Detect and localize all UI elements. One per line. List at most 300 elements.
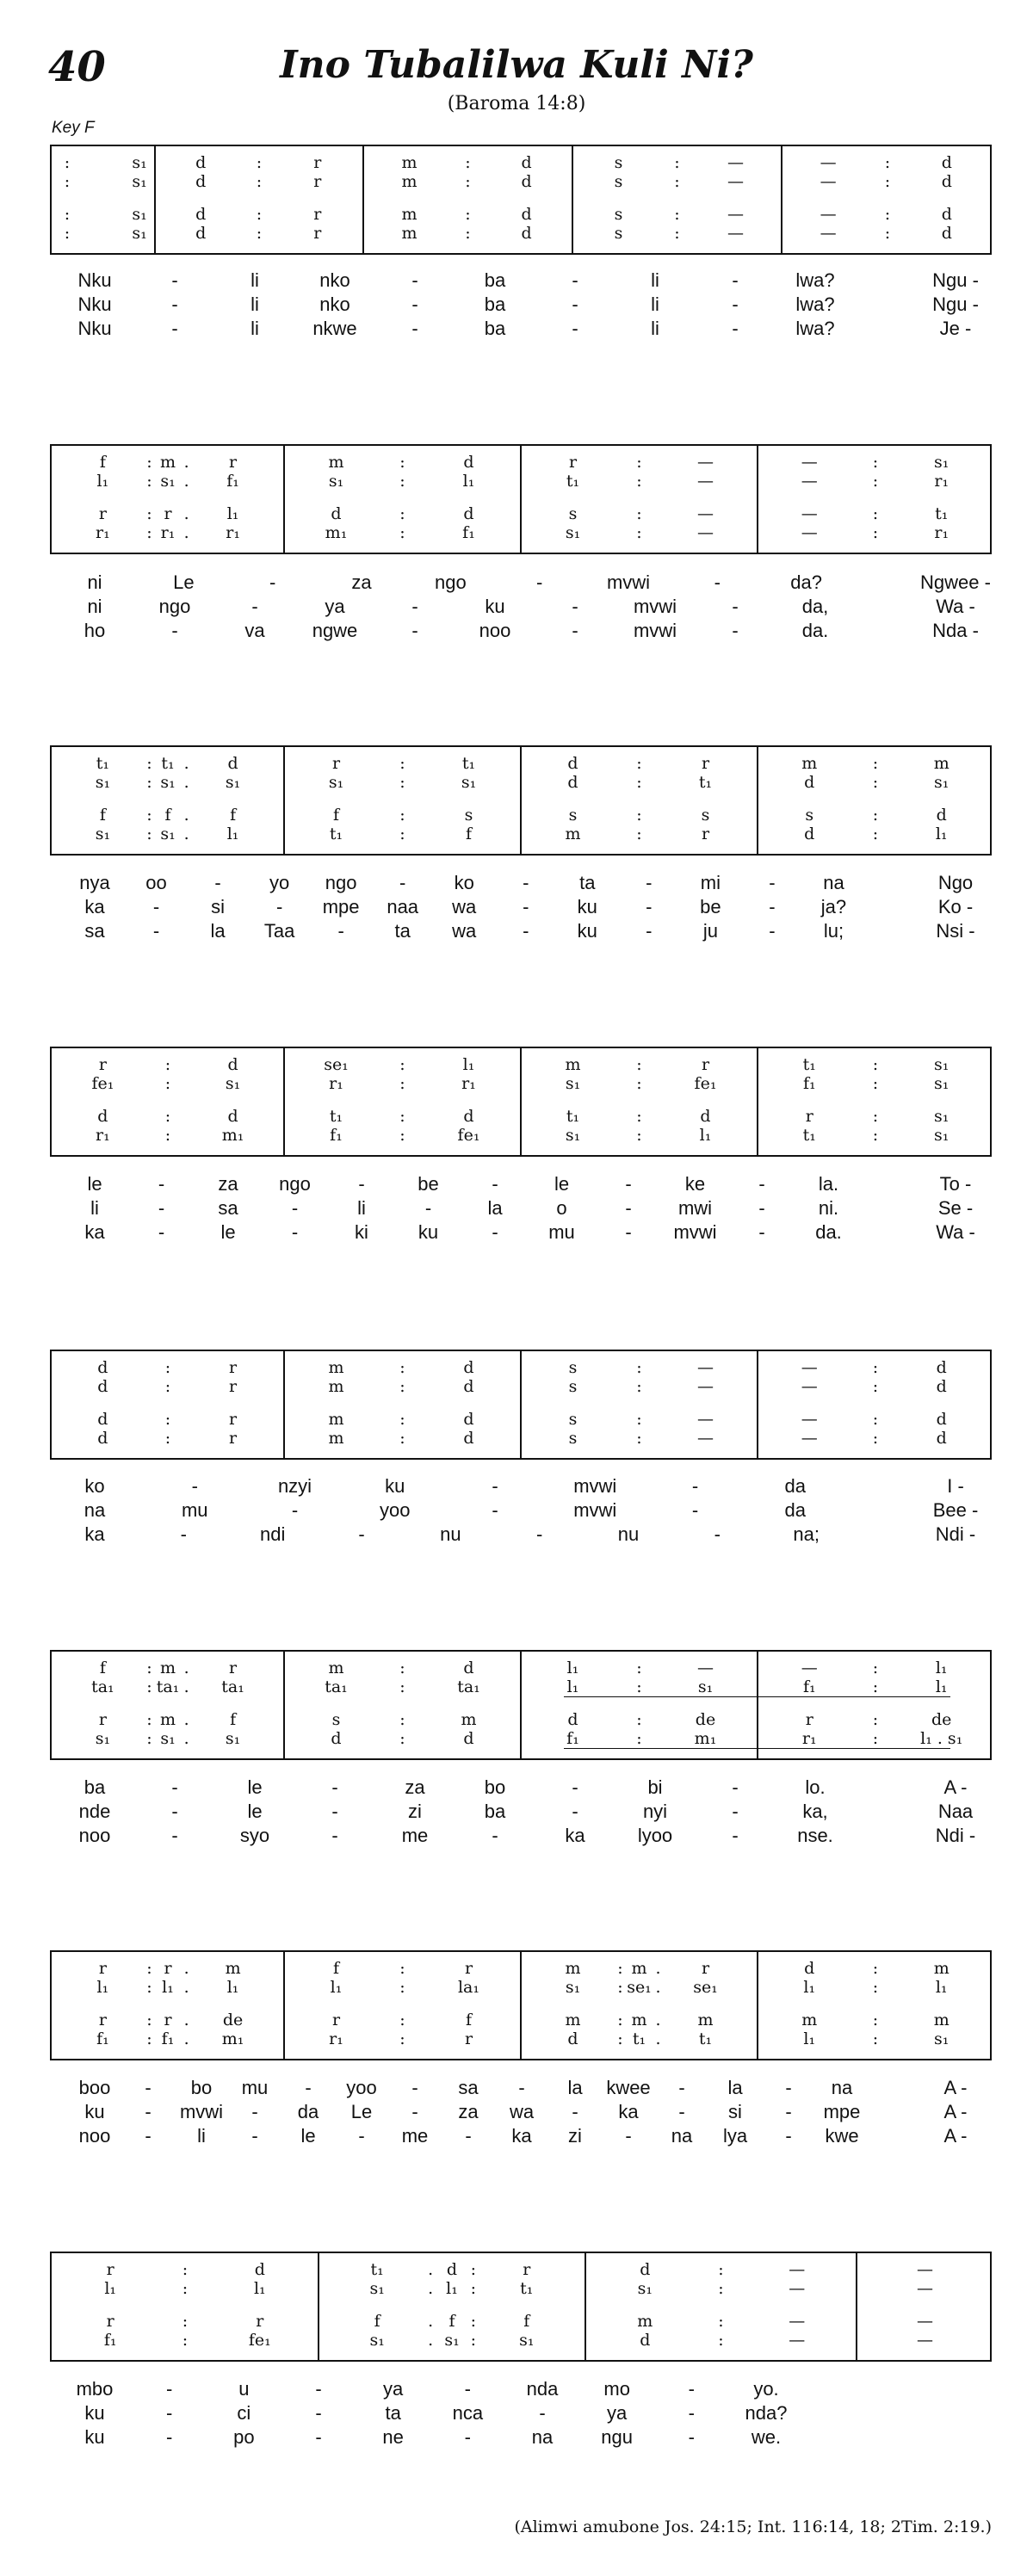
lyric-syllable: li [651,269,659,291]
sol-fa-note: f₁ [96,2029,109,2048]
beat-separator: : [470,2279,476,2298]
beat-separator: : [872,1959,879,1978]
lyric-syllable: ni [87,571,102,593]
sol-fa-note: — [697,1377,714,1396]
sol-fa-note: d [463,453,474,472]
lyric-syllable: na [531,2426,554,2448]
sol-fa-note: s [614,172,623,191]
beat-separator: : [146,1978,152,1997]
sol-fa-note: l₁ [566,1677,579,1696]
lyric-syllable: si [211,896,225,917]
lyric-syllable: mpe [322,896,360,917]
sol-fa-note: f [374,2312,380,2331]
sol-fa-note: d [936,1410,947,1429]
lyric-hyphen: - [523,896,529,917]
sol-fa-note: s [568,806,578,825]
lyric-hyphen: - [688,2426,695,2448]
beat-separator: . [183,453,189,472]
beat-separator: : [872,523,879,542]
sol-fa-note: d [463,1429,474,1448]
beat-separator: : [718,2279,724,2298]
lyric-syllable: mvwi [633,596,677,617]
sol-fa-note: — [801,472,818,491]
sol-fa-note: d [521,172,532,191]
sol-fa-note: r [98,1710,107,1729]
beat-separator: : [256,224,263,243]
beat-separator: : [872,504,879,523]
lyric-syllable: noo [78,2125,111,2147]
beat-separator: . [183,2029,189,2048]
lyric-hyphen: - [625,2125,632,2147]
bar-line [520,1652,522,1758]
sol-fa-note: d [941,205,952,224]
lyric-hyphen: - [732,596,739,617]
sol-fa-note: r [331,2011,341,2029]
bar-line [318,2253,319,2360]
lyric-syllable: nko [319,293,350,315]
beat-separator: : [399,1710,405,1729]
beat-separator: : [674,224,680,243]
staff-box [50,1950,992,2060]
lyric-syllable: ke [684,1173,706,1195]
staff-box [50,1650,992,1760]
sol-fa-note: s₁ [637,2279,653,2298]
lyric-hyphen: - [535,1523,543,1545]
beat-separator: : [64,205,71,224]
beat-separator: . [183,1978,189,1997]
lyric-hyphen: - [358,2125,365,2147]
lyric-hyphen: - [191,1475,198,1497]
lyric-syllable: lya [722,2125,748,2147]
sol-fa-note: — [917,2260,933,2279]
sol-fa-note: r₁ [934,523,949,542]
beat-separator: : [146,806,152,825]
lyric-syllable: sa [458,2077,479,2098]
sol-fa-note: r [805,1107,813,1126]
beat-separator: . [183,806,189,825]
beat-separator: : [872,472,879,491]
sol-fa-note: f [448,2312,455,2331]
beat-separator: : [884,205,891,224]
lyric-syllable: la [210,920,226,942]
lyric-hyphen: - [251,596,258,617]
lyric-syllable: mi [700,872,721,893]
lyric-syllable: yoo [346,2077,377,2098]
staff-box [50,745,992,856]
sol-fa-note: m [631,1959,647,1978]
beat-separator: : [636,1055,642,1074]
lyric-syllable: na [831,2077,853,2098]
sol-fa-note: d [941,172,952,191]
bar-line [856,2253,857,2360]
sol-fa-note: — [917,2312,933,2331]
sol-fa-note: s [568,504,578,523]
lyric-syllable: ka [565,1825,585,1846]
sol-fa-note: r [313,205,322,224]
sol-fa-note: t₁ [698,773,713,792]
lyric-hyphen: - [424,1197,432,1219]
sol-fa-note: t₁ [632,2029,646,2048]
lyric-syllable: ku [577,920,597,942]
sol-fa-note: d [804,825,815,843]
sol-fa-note: s₁ [132,224,147,243]
lyric-hyphen: - [315,2426,322,2448]
beat-separator: : [164,1358,171,1377]
sol-fa-note: s₁ [934,1074,949,1093]
beat-separator: : [872,825,879,843]
beat-separator: . [183,504,189,523]
sol-fa-note: r [98,2011,107,2029]
sol-fa-note: d [195,172,207,191]
beat-separator: . [655,2011,661,2029]
beat-separator: : [872,1126,879,1145]
sol-fa-note: m [697,2011,714,2029]
sol-fa-note: d [567,1710,578,1729]
staff-box [50,444,992,554]
beat-separator: . [183,1959,189,1978]
beat-separator: : [146,1729,152,1748]
beat-separator: : [146,825,152,843]
lyric-syllable: li [251,318,259,339]
lyric-hyphen: - [411,596,418,617]
beat-separator: : [617,2029,623,2048]
sol-fa-note: se₁ [324,1055,349,1074]
sol-fa-note: d [567,773,578,792]
sol-fa-note: s [568,1429,578,1448]
sol-fa-note: r [229,453,238,472]
beat-separator: : [146,1677,152,1696]
beat-separator: : [146,1959,152,1978]
lyric-syllable: me [401,1825,429,1846]
beat-separator: : [636,773,642,792]
beat-separator: : [399,504,405,523]
sol-fa-note: — [801,1410,818,1429]
sol-fa-note: d [227,1055,238,1074]
sol-fa-note: fe₁ [91,1074,114,1093]
lyric-hyphen: - [572,1776,578,1798]
sol-fa-note: l₁ [96,1978,109,1997]
sol-fa-note: s₁ [565,523,581,542]
sol-fa-note: r [229,1410,238,1429]
lyric-syllable: ku [385,1475,405,1497]
lyric-hyphen: - [158,1197,165,1219]
lyric-hyphen: - [523,920,529,942]
beat-separator: : [399,754,405,773]
sol-fa-note: — [697,1358,714,1377]
beat-separator: : [872,1074,879,1093]
sol-fa-note: d [463,1358,474,1377]
beat-separator: : [399,1055,405,1074]
lyric-syllable: ku [418,1221,439,1243]
lyric-hyphen: - [678,2101,685,2122]
lyric-syllable: na; [793,1523,820,1545]
beat-separator: : [470,2312,476,2331]
lyric-syllable: ci [237,2402,251,2424]
sol-fa-note: m [328,1410,344,1429]
sol-fa-note: s₁ [519,2331,535,2350]
beat-separator: : [399,2029,405,2048]
lyric-syllable: nda? [745,2402,788,2424]
lyric-syllable: o [556,1197,567,1219]
lyric-syllable: ya [325,596,345,617]
lyric-hyphen: - [358,1173,365,1195]
sol-fa-note: m [933,1959,949,1978]
lyric-syllable: yo. [753,2378,779,2400]
sol-fa-note: r [313,172,322,191]
lyric-syllable: ko [84,1475,105,1497]
beat-separator: : [399,1659,405,1677]
sol-fa-note: t₁ [370,2260,384,2279]
beat-separator: : [872,453,879,472]
sol-fa-note: f [99,453,106,472]
lyric-hyphen: - [688,2402,695,2424]
sol-fa-note: l₁ [226,825,239,843]
lyric-hyphen: - [518,2077,525,2098]
lyric-syllable: le [300,2125,316,2147]
beat-separator: : [636,1107,642,1126]
beat-separator: : [470,2260,476,2279]
beat-separator: : [872,2011,879,2029]
lyric-syllable: ngu [601,2426,634,2448]
sol-fa-note: d [97,1429,108,1448]
sol-fa-note: d [804,1959,815,1978]
beat-separator: : [399,773,405,792]
sol-fa-note: r [701,1055,710,1074]
lyric-syllable: sa [84,920,105,942]
lyric-hyphen: - [625,1221,632,1243]
sol-fa-note: fe₁ [457,1126,480,1145]
lyric-hyphen: - [331,1801,338,1822]
sol-fa-note: f₁ [462,523,475,542]
beat-separator: : [636,1659,642,1677]
sol-fa-note: l₁ [935,1659,948,1677]
lyric-hyphen: - [411,2101,418,2122]
sol-fa-note: m [401,205,418,224]
lyric-hyphen: - [411,269,418,291]
lyric-hyphen: - [688,2378,695,2400]
lyric-syllable: mu [241,2077,269,2098]
lyric-syllable: mvwi [633,620,677,641]
sol-fa-note: — [820,172,837,191]
sol-fa-note: m [401,172,418,191]
lyric-syllable: ka [84,1523,105,1545]
sol-fa-note: m [159,1659,176,1677]
beat-separator: : [399,523,405,542]
lyric-syllable: da [784,1499,806,1521]
lyric-hyphen: - [732,1801,739,1822]
lyric-syllable: nu [440,1523,461,1545]
sol-fa-note: s₁ [565,1074,581,1093]
scripture-reference: (Baroma 14:8) [447,93,586,114]
lyric-hyphen: - [158,1221,165,1243]
lyric-hyphen: - [158,1173,165,1195]
sol-fa-note: s₁ [934,1107,949,1126]
lyric-syllable: kwee [606,2077,651,2098]
footer-references: (Alimwi amubone Jos. 24:15; Int. 116:14, 18; 2Tim. 2:19.) [514,2517,992,2536]
sol-fa-note: m [328,1358,344,1377]
lyric-hyphen: - [785,2077,792,2098]
lyric-hyphen: - [492,1825,498,1846]
sol-fa-note: t₁ [161,754,175,773]
lyric-hyphen: - [171,1825,178,1846]
beat-separator: : [399,806,405,825]
sol-fa-note: r [701,1959,710,1978]
beat-separator: : [465,224,471,243]
lyric-syllable: le [87,1173,102,1195]
lyric-hyphen: - [769,920,776,942]
bar-line [757,1048,758,1155]
beat-separator: : [399,1959,405,1978]
sol-fa-note: — [801,1377,818,1396]
lyric-syllable: ni [87,596,102,617]
lyric-syllable: mvwi [673,1221,717,1243]
lyric-hyphen: - [465,2125,472,2147]
lyric-hyphen: - [758,1173,765,1195]
beat-separator: : [470,2331,476,2350]
sol-fa-note: m [637,2312,653,2331]
beat-separator: : [636,1677,642,1696]
sol-fa-note: — [820,205,837,224]
bar-line [283,446,285,553]
beat-separator: . [183,1710,189,1729]
sol-fa-note: s₁ [95,1729,111,1748]
lyric-syllable: nyi [642,1801,668,1822]
lyric-syllable: I - [947,1475,964,1497]
sol-fa-note: r [229,1429,238,1448]
sol-fa-note: r₁ [329,1074,343,1093]
sol-fa-note: s₁ [369,2331,385,2350]
beat-separator: : [146,2011,152,2029]
lyric-syllable: ka [84,896,105,917]
lyric-hyphen: - [171,318,178,339]
lyric-hyphen: - [732,1825,739,1846]
beat-separator: : [256,205,263,224]
sol-fa-note: d [521,205,532,224]
sol-fa-note: s₁ [160,825,176,843]
lyric-syllable: nde [78,1801,111,1822]
lyric-hyphen: - [539,2402,546,2424]
beat-separator: . [183,825,189,843]
beat-separator: : [872,1677,879,1696]
lyric-hyphen: - [411,620,418,641]
lyric-syllable: da? [790,571,823,593]
sol-fa-note: ta₁ [325,1677,348,1696]
sol-fa-note: s₁ [95,825,111,843]
beat-separator: . [183,1677,189,1696]
lyric-hyphen: - [572,1801,578,1822]
lyric-hyphen: - [535,571,543,593]
sol-fa-note: f [465,2011,473,2029]
sol-fa-note: s₁ [328,472,344,491]
sol-fa-note: m [631,2011,647,2029]
lyric-hyphen: - [331,1776,338,1798]
sol-fa-note: d [941,224,952,243]
sol-fa-note: d [567,754,578,773]
sol-fa-note: d [463,1377,474,1396]
sol-fa-note: r [98,504,107,523]
lyric-hyphen: - [572,620,578,641]
sol-fa-note: f₁ [226,472,239,491]
sol-fa-note: s₁ [132,205,147,224]
lyric-hyphen: - [411,2077,418,2098]
beat-separator: : [884,224,891,243]
lyric-hyphen: - [572,318,578,339]
lyric-syllable: la [727,2077,743,2098]
sol-fa-note: f [332,806,340,825]
beat-separator: : [718,2312,724,2331]
lyric-hyphen: - [171,269,178,291]
sol-fa-note: s₁ [461,773,477,792]
lyric-hyphen: - [269,571,276,593]
beat-separator: : [718,2331,724,2350]
lyric-syllable: li [651,318,659,339]
sol-fa-note: m [801,2011,818,2029]
lyric-syllable: mvwi [573,1499,617,1521]
beat-separator: : [146,453,152,472]
bar-line [757,1351,758,1458]
beat-separator: : [146,1659,152,1677]
sol-fa-note: r₁ [461,1074,476,1093]
lyric-hyphen: - [145,2101,152,2122]
sol-fa-note: r [229,1358,238,1377]
lyric-syllable: li [651,293,659,315]
sol-fa-note: r [523,2260,531,2279]
lyric-syllable: ba [484,1801,506,1822]
sol-fa-note: ta₁ [91,1677,114,1696]
sol-fa-note: d [331,504,342,523]
lyric-syllable: nu [617,1523,640,1545]
sol-fa-note: m [328,1377,344,1396]
lyric-hyphen: - [464,2426,471,2448]
sol-fa-note: r [701,825,710,843]
staff-box [50,145,992,255]
sol-fa-note: s₁ [160,1729,176,1748]
sol-fa-note: m [401,224,418,243]
sol-fa-note: r [229,1659,238,1677]
lyric-hyphen: - [399,872,406,893]
lyric-syllable: ko [454,872,474,893]
beat-separator: : [636,1729,642,1748]
sol-fa-note: s₁ [160,773,176,792]
lyric-hyphen: - [152,920,160,942]
sol-fa-note: l₁ [104,2279,117,2298]
lyric-hyphen: - [492,1173,498,1195]
sol-fa-note: l₁ [935,825,948,843]
sol-fa-note: l₁ [162,1978,174,1997]
bar-line [585,2253,586,2360]
lyric-hyphen: - [305,2077,312,2098]
sol-fa-note: s₁ [934,1126,949,1145]
lyric-syllable: nca [452,2402,484,2424]
lyric-syllable: Wa - [936,1221,975,1243]
beat-separator: : [256,172,263,191]
sol-fa-note: t₁ [329,825,343,843]
sol-fa-note: f [230,806,237,825]
sol-fa-note: f [230,1710,237,1729]
lyric-hyphen: - [732,269,739,291]
sol-fa-note: f [164,806,171,825]
sol-fa-note: s [568,1410,578,1429]
lyric-syllable: ya [607,2402,628,2424]
lyric-syllable: ka, [802,1801,828,1822]
sol-fa-note: r₁ [934,472,949,491]
lyric-hyphen: - [492,1475,498,1497]
sol-fa-note: s₁ [225,1074,241,1093]
lyric-hyphen: - [572,269,578,291]
lyric-syllable: ka [511,2125,532,2147]
lyric-syllable: lu; [823,920,844,942]
sol-fa-note: s [464,806,473,825]
